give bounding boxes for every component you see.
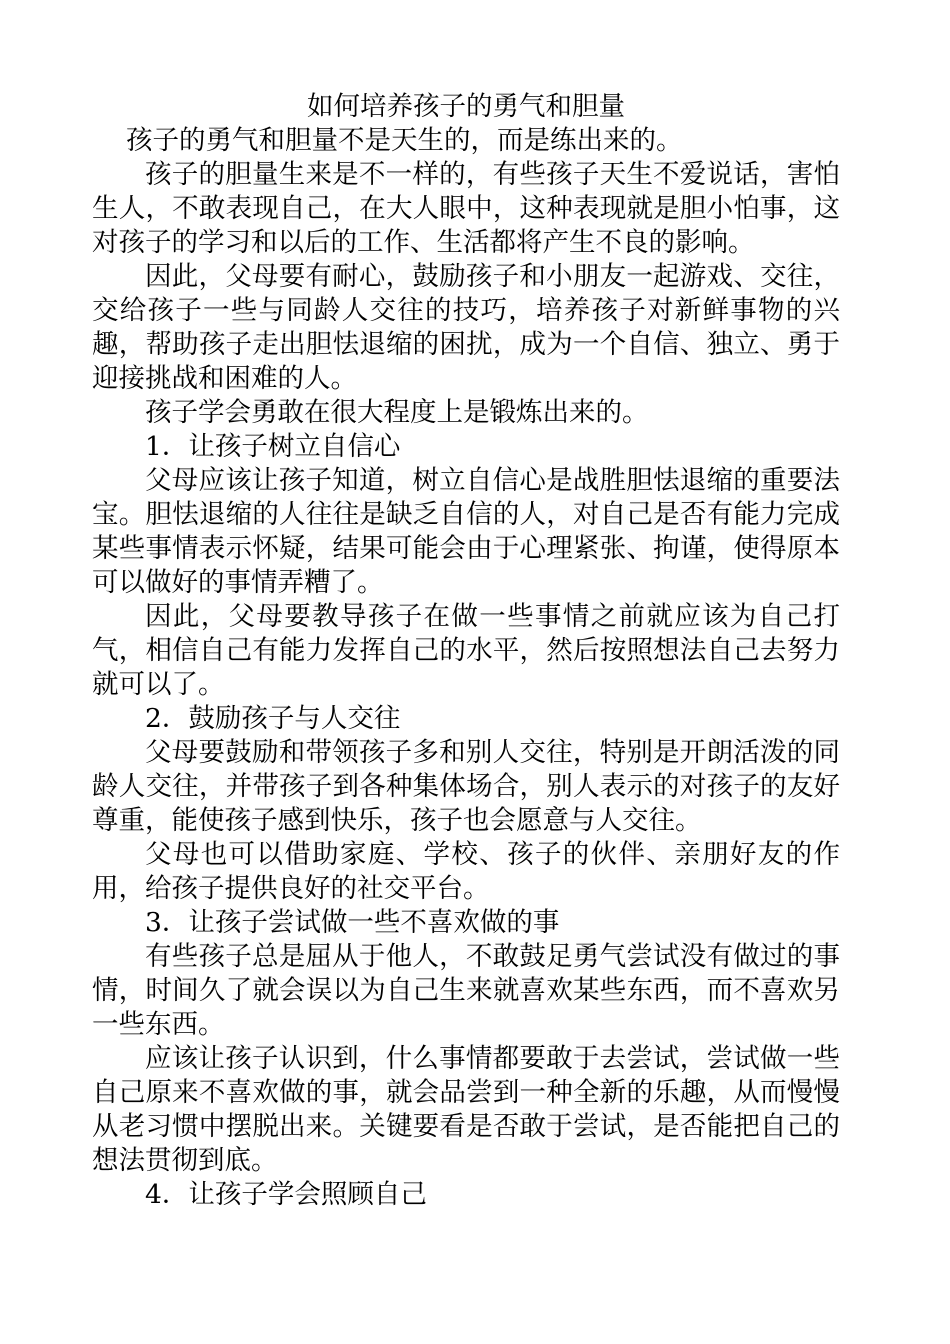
- section-heading-4: 4．让孩子学会照顾自己: [145, 1179, 427, 1210]
- paragraph: 有些孩子总是屈从于他人，不敢鼓足勇气尝试没有做过的事情，时间久了就会误以为自己生来就喜欢某些东西，而不喜欢另一些东西。: [92, 941, 840, 1040]
- paragraph: 孩子学会勇敢在很大程度上是锻炼出来的。: [145, 397, 649, 428]
- paragraph: 父母也可以借助家庭、学校、孩子的伙伴、亲朋好友的作用，给孩子提供良好的社交平台。: [92, 839, 840, 904]
- section-heading-1: 1．让孩子树立自信心: [145, 431, 401, 462]
- paragraph: 应该让孩子认识到，什么事情都要敢于去尝试，尝试做一些自己原来不喜欢做的事，就会品尝到一种全新的乐趣，从而慢慢从老习惯中摆脱出来。关键要看是否敢于尝试，是否能把自己的想法贯彻到底。: [92, 1043, 840, 1176]
- document-subtitle: 孩子的勇气和胆量不是天生的，而是练出来的。: [126, 125, 683, 156]
- paragraph: 因此，父母要有耐心，鼓励孩子和小朋友一起游戏、交往，交给孩子一些与同龄人交往的技巧，培养孩子对新鲜事物的兴趣，帮助孩子走出胆怯退缩的困扰，成为一个自信、独立、勇于迎接挑战和困难的人。: [92, 261, 840, 394]
- document-title: 如何培养孩子的勇气和胆量: [307, 91, 625, 122]
- section-heading-2: 2．鼓励孩子与人交往: [145, 703, 401, 734]
- section-heading-3: 3．让孩子尝试做一些不喜欢做的事: [145, 907, 560, 938]
- paragraph: 因此，父母要教导孩子在做一些事情之前就应该为自己打气，相信自己有能力发挥自己的水平，然后按照想法自己去努力就可以了。: [92, 601, 840, 700]
- document-page: [92, 90, 840, 1212]
- paragraph: 孩子的胆量生来是不一样的，有些孩子天生不爱说话，害怕生人，不敢表现自己，在大人眼中，这种表现就是胆小怕事，这对孩子的学习和以后的工作、生活都将产生不良的影响。: [92, 159, 840, 258]
- paragraph: 父母要鼓励和带领孩子多和别人交往，特别是开朗活泼的同龄人交往，并带孩子到各种集体场合，别人表示的对孩子的友好尊重，能使孩子感到快乐，孩子也会愿意与人交往。: [92, 737, 840, 836]
- paragraph: 父母应该让孩子知道，树立自信心是战胜胆怯退缩的重要法宝。胆怯退缩的人往往是缺乏自信的人，对自己是否有能力完成某些事情表示怀疑，结果可能会由于心理紧张、拘谨，使得原本可以做好的事情弄糟了。: [92, 465, 840, 598]
